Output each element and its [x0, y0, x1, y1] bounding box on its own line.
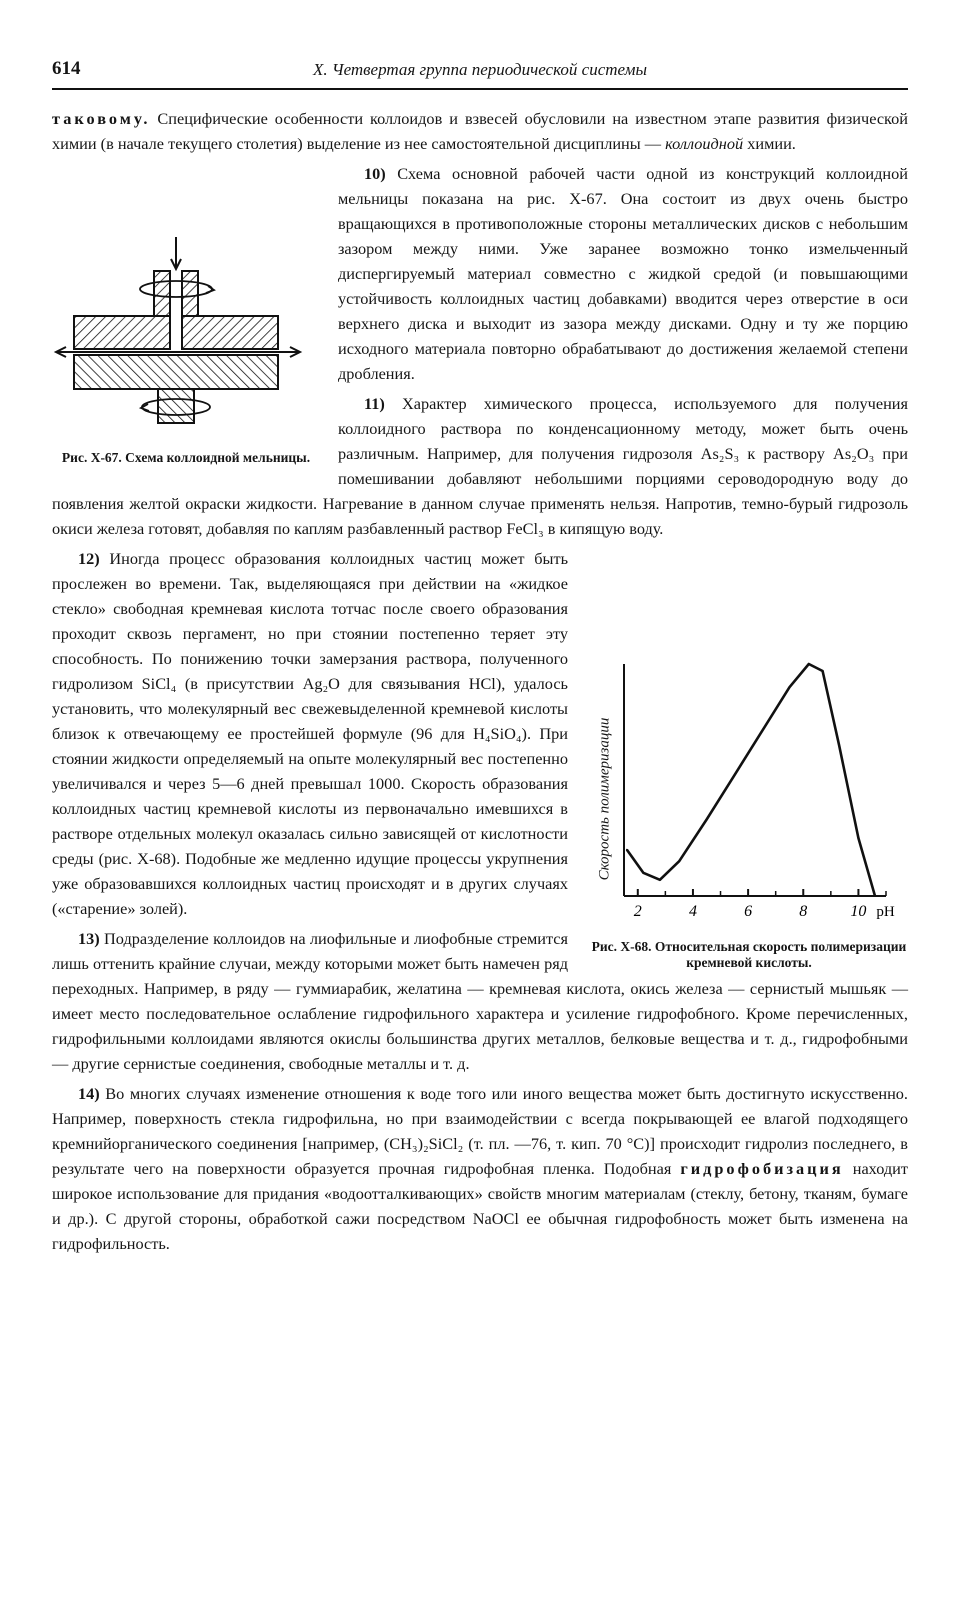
body-text [52, 106, 908, 1256]
upper-disk-right [182, 316, 278, 349]
chart [590, 650, 908, 937]
running-title: X. Четвертая группа периодической системы [312, 60, 648, 79]
figure-x67-caption: Рис. X-67. Схема коллоидной мельницы. [61, 450, 311, 465]
paragraph-10-text: Схема основной рабочей части одной из конструкций коллоидной мельницы показана на рис. X-67. Она состоит из двух очень быстро вращающихся в противоположные стороны металлических дисков с небольшим зазором между ними. Уже заранее возможно тонко измельченный диспергируемый материал совместно с жидкой средой (и повышающими устойчивость коллоидных частиц добавками) вводится через отверстие в оси верхнего диска и выходит из зазора между дисками. Одну и ту же порцию исходного материала повторно обрабатывают до достижения желаемой степени дробления. [338, 164, 908, 383]
data-point [838, 744, 840, 746]
colloid-mill-diagram [52, 231, 320, 441]
x-tick-label: 4 [688, 903, 697, 920]
item-number: 11) [364, 394, 385, 413]
figure-x68 [590, 650, 908, 971]
spaced-word: таковому. [52, 109, 151, 128]
x-tick-label: 10 [850, 903, 867, 920]
upper-shaft-right [182, 271, 198, 316]
x-axis-label: pH [876, 904, 895, 920]
polymerization-rate-chart [590, 650, 908, 930]
upper-disk-left [74, 316, 170, 349]
data-point [626, 849, 628, 851]
page [52, 56, 908, 1261]
paragraph-11-text: Характер химического процесса, используемого для получения коллоидного раствора по конденсационному методу, может быть очень различным. Например, для получения гидрозоля As₂S₃ к раствору As₂O₃ при помешивании добавляют небольшими порциями сероводородную воду до появления желтой окраски жидкости. Нагревание в данном случае применять нельзя. Напротив, темно-бурый гидрозоль окиси железа готовят, добавляя по каплям разбавленный раствор FeCl₃ в кипящую воду. [52, 394, 908, 538]
data-point [808, 663, 810, 665]
spaced-word: гидрофобизация [680, 1159, 844, 1178]
paragraph-0 [52, 106, 908, 156]
paragraph-14-text-b: находит широкое использование для придания «водоотталкивающих» свойств многим материалам (стеклу, бетону, тканям, бумаге и др.). С другой стороны, обработкой сажи посредством NaOCl ее обычная гидрофобность может быть изменена на гидрофильность. [52, 1159, 908, 1253]
item-number: 10) [364, 164, 386, 183]
page-number: 614 [52, 58, 81, 79]
paragraph-13-text: Подразделение коллоидов на лиофильные и лиофобные стремится лишь оттенить крайние случаи, между которыми может быть намечен ряд переходных. Например, в ряду — гуммиарабик, желатина — кремневая кислота, окись железа — сернистый мышьяк — имеет место последовательное ослабление гидрофильного характера и усиление гидрофобного. Кроме перечисленных, гидрофильными коллоидами являются окислы большинства других металлов, белковые вещества и т. д., гидрофобными — другие сернистые соединения, свободные металлы и т. д. [52, 929, 908, 1073]
x-tick-label: 2 [633, 903, 642, 920]
figure-x68-caption: Рис. X-68. Относительная скорость полимеризации кремневой кислоты. [591, 939, 907, 970]
paragraph-0-end: химии. [743, 134, 796, 153]
paragraph-14 [52, 1081, 908, 1256]
rotation-arrow-upper [140, 281, 212, 297]
data-point [874, 895, 876, 897]
data-point [678, 860, 680, 862]
item-number: 13) [78, 929, 100, 948]
series-line-0 [627, 664, 875, 896]
data-point [659, 879, 661, 881]
paragraph-14-text-a: Во многих случаях изменение отношения к воде того или иного вещества может быть достигнуто искусственно. Например, поверхность стекла гидрофильна, но при взаимодействии с всегда покрывающей ее влагой подходящего кремнийорганического соединения [например, (CH₃)₂SiCl₂ (т. пл. —76, т. кип. 70 °C)] происходит гидролиз последнего, в результате чего на поверхности образуется прочная гидрофобная пленка. Подобная [52, 1084, 908, 1178]
x-tick-label: 6 [744, 903, 753, 920]
figure-x67 [52, 231, 320, 466]
data-point [789, 686, 791, 688]
chart-y-label [594, 684, 616, 914]
item-number: 14) [78, 1084, 100, 1103]
lower-disk [74, 355, 278, 389]
data-point [822, 670, 824, 672]
data-point [706, 819, 708, 821]
upper-shaft-left [154, 271, 170, 316]
page-header [52, 56, 908, 90]
x-tick-label: 8 [799, 903, 808, 920]
item-number: 12) [78, 549, 100, 568]
paragraph-12-text: Иногда процесс образования коллоидных частиц может быть прослежен во времени. Так, выделяющаяся при действии на «жидкое стекло» свободная кремневая кислота тотчас после своего образования проходит сквозь пергамент, но при стоянии постепенно теряет эту способность. По понижению точки замерзания раствора, полученного гидролизом SiCl₄ (в присутствии Ag₂O для связывания HCl), удалось установить, что молекулярный вес свежевыделенной кремневой кислоты близок к отвечающему ее простейшей формуле (96 для H₄SiO₄). При стоянии жидкости определяемый на опыте молекулярный вес постепенно увеличивался и через 5—6 дней превышал 1000. Скорость образования коллоидных частиц кремневой кислоты из первоначально имевшихся в растворе отдельных молекул оказалась сильно зависящей от кислотности среды (рис. X-68). Подобные же медленно идущие процессы укрупнения уже образовавшихся коллоидных частиц происходят и в других случаях («старение» золей). [52, 549, 568, 918]
lower-shaft [158, 389, 194, 423]
data-point [643, 872, 645, 874]
y-axis-label: Скорость полимеризации [596, 717, 613, 881]
italic-term: коллоидной [665, 134, 744, 153]
data-point [761, 731, 763, 733]
data-point [734, 775, 736, 777]
data-point [858, 837, 860, 839]
paragraph-0-text: Специфические особенности коллоидов и взвесей обусловили на известном этапе развития физической химии (в начале текущего столетия) выделение из нее самостоятельной дисциплины — [52, 109, 908, 153]
